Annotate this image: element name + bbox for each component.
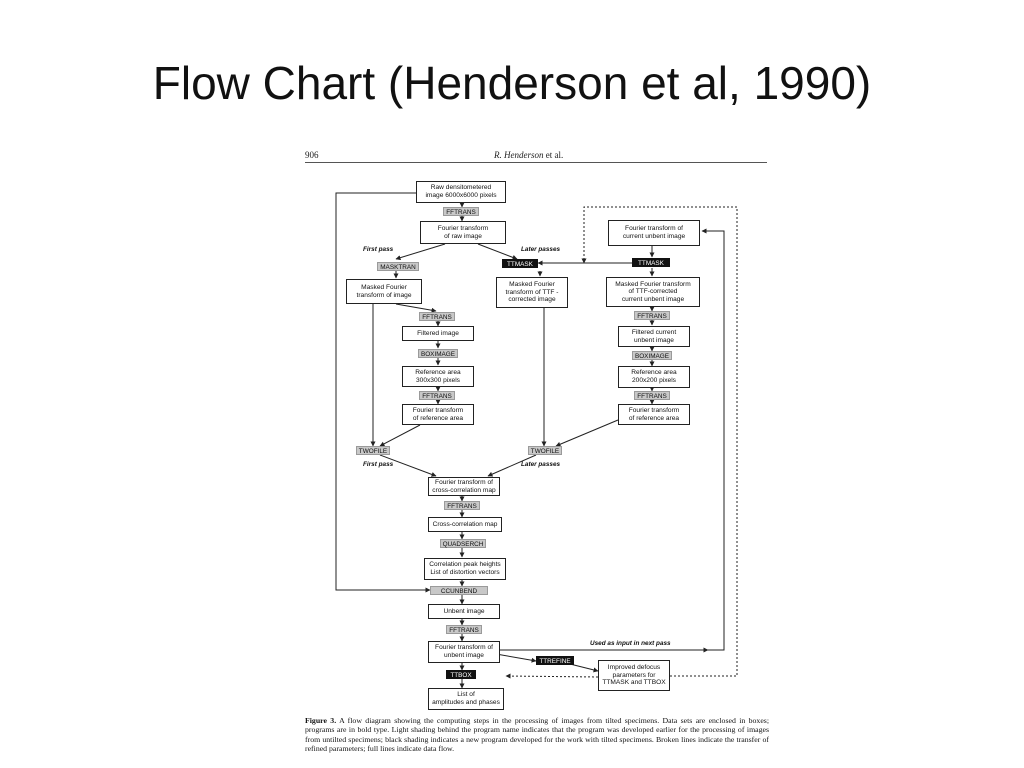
running-head-authors: R. Henderson xyxy=(494,150,544,160)
box-reference-300: Reference area 300x300 pixels xyxy=(402,366,474,387)
edge-ftunbent-ttrefine xyxy=(496,654,536,661)
box-masked-ttf-current: Masked Fourier transform of TTF-corrected current unbent image xyxy=(606,277,700,307)
box-reference-200: Reference area 200x200 pixels xyxy=(618,366,690,388)
box-ft-raw-image: Fourier transform of raw image xyxy=(420,221,506,244)
program-ttmask-middle: TTMASK xyxy=(502,259,538,268)
box-ft-cc-map: Fourier transform of cross-correlation map xyxy=(428,477,500,496)
edge-ftraw-ttmask xyxy=(478,244,517,259)
box-masked-ttf: Masked Fourier transform of TTF - corrected image xyxy=(496,277,568,308)
box-cc-map: Cross-correlation map xyxy=(428,517,502,532)
box-ft-current-unbent: Fourier transform of current unbent image xyxy=(608,220,700,246)
edge-ftref-twofile xyxy=(380,425,420,446)
running-head-etal: et al. xyxy=(545,150,564,160)
box-masked-ft-image: Masked Fourier transform of image xyxy=(346,279,422,304)
edge-improved-ttbox xyxy=(506,676,598,677)
box-improved-defocus: Improved defocus parameters for TTMASK and TTBOX xyxy=(598,660,670,691)
program-fftrans-2: FFTRANS xyxy=(419,312,455,321)
page-number: 906 xyxy=(305,150,319,160)
program-ttrefine: TTREFINE xyxy=(536,656,574,665)
edge-masked-fftrans xyxy=(396,304,436,311)
edge-ftraw-masktran xyxy=(396,244,445,259)
edge-ttrefine-improved xyxy=(570,664,598,671)
box-list-amplitudes: List of amplitudes and phases xyxy=(428,688,504,710)
box-raw-image: Raw densitometered image 6000x6000 pixels xyxy=(416,181,506,203)
note-first-pass-bottom: First pass xyxy=(363,461,394,468)
program-fftrans-5: FFTRANS xyxy=(446,625,482,634)
caption-label: Figure 3. xyxy=(305,716,337,725)
note-later-passes-top: Later passes xyxy=(521,246,561,253)
program-fftrans-1: FFTRANS xyxy=(443,207,479,216)
note-used-as-input: Used as input in next pass xyxy=(590,640,671,647)
program-fftrans-4: FFTRANS xyxy=(444,501,480,510)
program-quadserch: QUADSERCH xyxy=(440,539,486,548)
box-ft-reference-left: Fourier transform of reference area xyxy=(402,404,474,425)
note-later-passes-bottom: Later passes xyxy=(521,461,561,468)
slide-title: Flow Chart (Henderson et al, 1990) xyxy=(152,57,872,109)
program-ttmask-right: TTMASK xyxy=(632,258,670,267)
edge-ftrefright-twofile xyxy=(556,420,618,446)
figure-caption xyxy=(305,716,769,754)
box-unbent-image: Unbent image xyxy=(428,604,500,619)
box-ft-unbent-image: Fourier transform of unbent image xyxy=(428,641,500,663)
program-fftrans-right-2: FFTRANS xyxy=(634,391,670,400)
caption-text: A flow diagram showing the computing steps in the processing of images from tilted specimens. Data sets are enclosed in boxes; programs are in bold type. Light shading behind the program name indicates that the program was developed earlier for the processing of images from untilted specimens; black shading indicates a new program developed for the work with tilted specimens. Broken lines indicate the transfer of refined parameters; full lines indicate data flow. xyxy=(305,716,769,754)
box-filtered-current: Filtered current unbent image xyxy=(618,326,690,347)
program-fftrans-3: FFTRANS xyxy=(419,391,455,400)
program-masktran: MASKTRAN xyxy=(377,262,419,271)
program-twofile-right: TWOFILE xyxy=(528,446,562,455)
box-ft-reference-right: Fourier transform of reference area xyxy=(618,404,690,425)
box-correlation-peaks: Correlation peak heights List of distortion vectors xyxy=(424,558,506,580)
program-boximage-right: BOXIMAGE xyxy=(632,351,672,360)
program-fftrans-right-1: FFTRANS xyxy=(634,311,670,320)
program-ttbox: TTBOX xyxy=(446,670,476,679)
note-first-pass-top: First pass xyxy=(363,246,394,253)
program-ccunbend: CCUNBEND xyxy=(430,586,488,595)
program-twofile-left: TWOFILE xyxy=(356,446,390,455)
program-boximage-left: BOXIMAGE xyxy=(418,349,458,358)
box-filtered-image: Filtered image xyxy=(402,326,474,341)
